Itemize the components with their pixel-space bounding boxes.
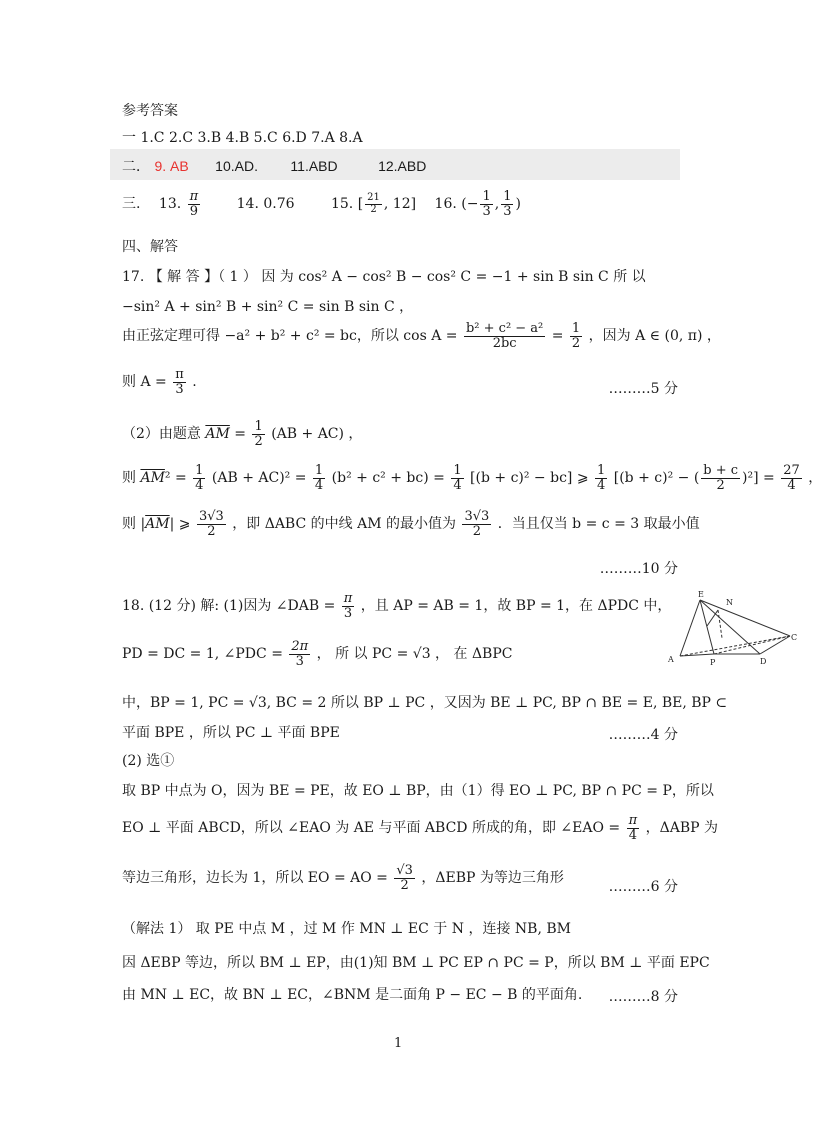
page-number: 1 (394, 1036, 403, 1051)
pyramid-figure (656, 588, 798, 668)
q10-answer: 10.AD. (215, 158, 258, 174)
label-P: P (710, 658, 716, 667)
p18-line1: 18. (12 分) 解: (1)因为 ∠DAB = $\frac{\pi}{3}$ ，且 AP = AB = 1，故 BP = 1，在 ΔPDC 中， (122, 591, 672, 621)
q12-answer: 12.ABD (378, 158, 427, 174)
p17-line2: −sin² A + sin² B + sin² C = sin B sin C ， (122, 299, 414, 315)
label-N: N (726, 598, 733, 607)
doc-title: 参考答案 (122, 103, 178, 119)
p18-line9: （解法 1） 取 PE 中点 M ，过 M 作 MN ⊥ EC 于 N ，连接 NB, BM (122, 921, 571, 937)
part3-answers: 三. 13. $\frac{\pi}{9}$ 14. 0.76 15. [ $\frac{21}{2}$ , 12] 16. (− $\frac{1}{3}$ , $\frac{1}{3}$ ) (122, 189, 521, 219)
p17-line4: 则 A = $\frac{\pi}{3}$ . (122, 367, 197, 397)
score-10: ………10 分 (599, 561, 678, 577)
p18-line7: EO ⊥ 平面 ABCD，所以 ∠EAO 为 AE 与平面 ABCD 所成的角，即 ∠EAO = $\frac{\pi}{4}$ ，ΔABP 为 (122, 813, 718, 843)
label-E: E (698, 590, 704, 599)
part4-heading: 四、解答 (122, 239, 178, 255)
p17-line7: 则 $|\overline{AM}|$ ⩾ $\frac{3√3}{2}$ ，即 ΔABC 的中线 AM 的最小值为 $\frac{3√3}{2}$ ．当且仅当 b = c = 3 取最小值 (122, 509, 700, 539)
q13-fraction: $\frac{\pi}{9}$ (189, 189, 199, 219)
score-6: ………6 分 (608, 879, 678, 895)
p18-line2: PD = DC = 1, ∠PDC = $\frac{2\pi}{3}$ ， 所 以 PC = √3 ， 在 ΔBPC (122, 639, 513, 669)
q11-answer: 11.ABD (290, 158, 338, 174)
label-A: A (668, 655, 674, 664)
p18-line11: 由 MN ⊥ EC，故 BN ⊥ EC，∠BNM 是二面角 P − EC − B 的平面角. (122, 987, 583, 1003)
part1-answers: 一 1.C 2.C 3.B 4.B 5.C 6.D 7.A 8.A (122, 130, 363, 146)
p18-line3: 中，BP = 1, PC = √3, BC = 2 所以 BP ⊥ PC ，又因为 BE ⊥ PC, BP ∩ BE = E, BE, BP ⊂ (122, 695, 728, 711)
p18-line5: (2) 选① (122, 753, 175, 769)
score-4: ………4 分 (608, 727, 678, 743)
p17-line1: 17. 【 解 答 】（ 1 ） 因 为 cos² A − cos² B − cos² C = −1 + sin B sin C 所 以 (122, 269, 646, 285)
label-C: C (791, 633, 798, 642)
score-8: ………8 分 (608, 989, 678, 1005)
q14-answer: 14. 0.76 (236, 196, 295, 213)
label-D: D (760, 657, 767, 666)
q9-answer: 9. AB (154, 158, 189, 174)
p17-line6: 则 $\overline{AM}^2$ = $\frac{1}{4}$ (AB + AC)² = $\frac{1}{4}$ (b² + c² + bc) = $\frac{1}{4}$ [(b + c)² − bc] ⩾ $\frac{1}{4}$ [(b + c)² − ( $\frac{b + c}{2}$ )²] = $\frac{27}{4}$ ， (122, 463, 822, 493)
p18-line10: 因 ΔEBP 等边，所以 BM ⊥ EP，由(1)知 BM ⊥ PC EP ∩ PC = P，所以 BM ⊥ 平面 EPC (122, 955, 710, 971)
p18-line6: 取 BP 中点为 O，因为 BE = PE，故 EO ⊥ BP，由（1）得 EO ⊥ PC, BP ∩ PC = P，所以 (122, 783, 714, 799)
q15-fraction: $\frac{21}{2}$ (367, 192, 380, 215)
p18-line4: 平面 BPE ，所以 PC ⊥ 平面 BPE (122, 725, 340, 741)
part2-answers: 二． 9. AB 10.AD. 11.ABD 12.ABD (122, 158, 427, 175)
p18-line8: 等边三角形，边长为 1，所以 EO = AO = $\frac{√3}{2}$ ，ΔEBP 为等边三角形 (122, 863, 564, 893)
p17-line5: （2）由题意 $\overline{AM}$ = $\frac{1}{2}$ (AB + AC) ， (122, 419, 363, 449)
p17-line3: 由正弦定理可得 −a² + b² + c² = bc，所以 cos A = $\frac{\text{b² + c² − a²}}{2bc}$ = $\frac{1}{2}$ ，因为 A ∈ (0, π) ， (122, 321, 721, 351)
score-5: ………5 分 (608, 381, 678, 397)
